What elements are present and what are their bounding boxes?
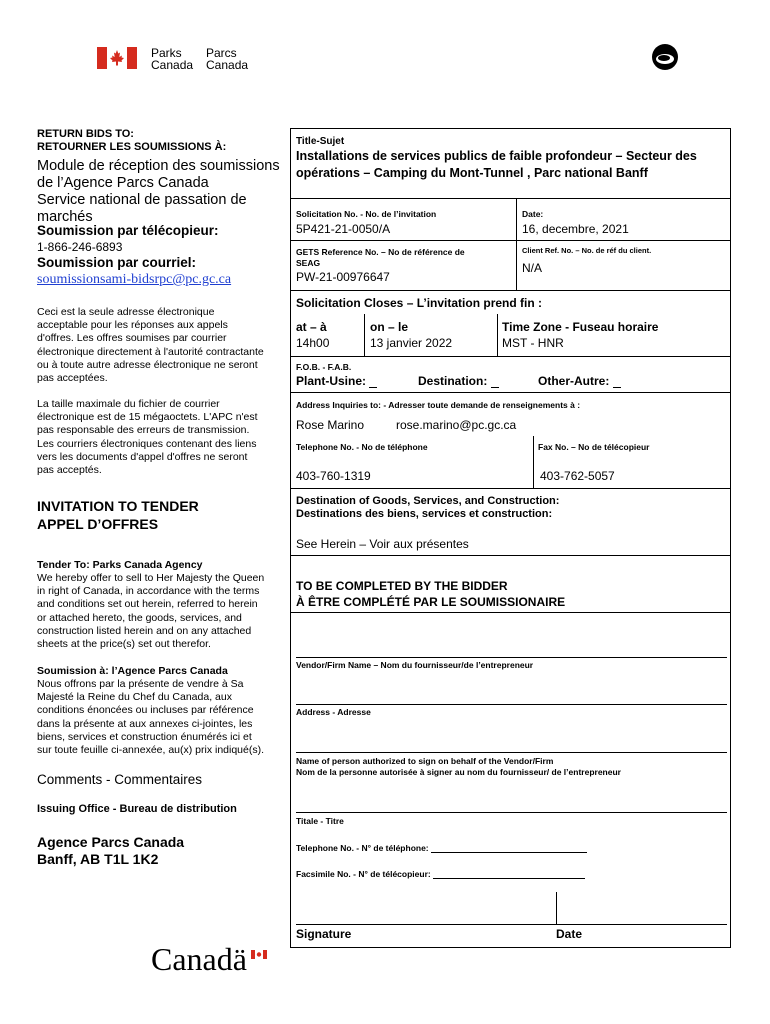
parcs-canada-fr: Parcs Canada	[206, 46, 249, 72]
time-zone-label: Time Zone - Fuseau horaire	[502, 320, 659, 334]
title-label: Title-Sujet	[296, 136, 345, 147]
email-policy-paragraph: Ceci est la seule adresse électronique acceptable pour les réponses aux appels d'offres. Les offres soumises par courrier électronique directement à l'autorité contractante ou à toute autre adresse électronique ne seront pas acceptées.	[37, 306, 264, 385]
module-line-4: marchés	[37, 209, 93, 225]
fob-label: F.O.B. - F.A.B.	[296, 362, 352, 372]
return-bids-fr: RETOURNER LES SOUMISSIONS À:	[37, 141, 227, 153]
tender-paragraph-fr: Nous offrons par la présente de vendre à Sa Majesté la Reine du Chef du Canada, aux conditions énoncées ou incluses par référence dans la présente at aux annexes ci-jointes, les biens, services et construction énumérés ici et sur toute feuille ci-annexée, au(x) prix indiqué(s).	[37, 678, 265, 757]
tender-paragraph-en: We hereby offer to sell to Her Majesty the Queen in right of Canada, in accordance with the terms and conditions set out herein, referred to herein or attached hereto, the goods, services, and construction listed herein and on any attached sheets at the price(s) set out therefor.	[37, 572, 265, 651]
time-zone: MST - HNR	[502, 336, 564, 350]
fax-number: 403-762-5057	[540, 469, 615, 483]
beaver-logo	[650, 42, 680, 72]
closing-date: 13 janvier 2022	[370, 336, 453, 350]
destination-value: See Herein – Voir aux présentes	[296, 537, 469, 551]
tender-title: Installations de services publics de faible profondeur – Secteur des opérations – Camping du Mont-Tunnel , Parc national Banff	[296, 149, 697, 180]
on-label: on – le	[370, 320, 409, 334]
agency-address: Banff, AB T1L 1K2	[37, 851, 159, 867]
invitation-fr: APPEL D’OFFRES	[37, 516, 159, 532]
contact-email[interactable]: rose.marino@pc.gc.ca	[396, 418, 517, 432]
facsimile-field[interactable]: Facsimile No. - N° de télécopieur:	[296, 869, 585, 879]
title-field-label: Titale - Titre	[296, 816, 344, 826]
invitation-en: INVITATION TO TENDER	[37, 498, 199, 514]
agency-name: Agence Parcs Canada	[37, 834, 185, 850]
gets-number: PW-21-00976647	[296, 270, 390, 284]
parks-canada-en: Parks Canada	[151, 46, 194, 72]
vendor-name-label: Vendor/Firm Name – Nom du fournisseur/de l’entrepreneur	[296, 660, 534, 670]
canada-wordmark: Canadä	[151, 941, 247, 977]
file-size-paragraph: La taille maximale du fichier de courrier électronique est de 15 mégaoctets. L'APC n'est pas responsable des erreurs de transmission. Les courriers électroniques contenant des liens vers les documents d'appel d'offres ne seront pas acceptés.	[37, 398, 258, 477]
module-line-1: Module de réception des soumissions	[37, 158, 280, 174]
closing-time: 14h00	[296, 336, 330, 350]
module-line-3: Service national de passation de	[37, 192, 247, 208]
other-autre: Other-Autre:	[538, 374, 621, 388]
signature-label: Signature	[296, 927, 352, 941]
fax-title: Soumission par télécopieur:	[37, 223, 219, 238]
gets-label: GETS Reference No. – No de référence de SEAG	[296, 247, 465, 268]
authorized-person-label: Name of person authorized to sign on behalf of the Vendor/Firm Nom de la personne autorisée à signer au nom du fournisseur/ de l’entrepreneur	[296, 756, 621, 777]
comments-label: Comments - Commentaires	[37, 772, 203, 787]
telephone-label: Telephone No. - No de téléphone	[296, 442, 428, 452]
email-title: Soumission par courriel:	[37, 255, 197, 270]
contact-name: Rose Marino	[296, 418, 365, 432]
tender-to: Tender To: Parks Canada Agency	[37, 559, 203, 571]
client-ref-number: N/A	[522, 261, 543, 275]
address-inquiries-label: Address Inquiries to: - Adresser toute demande de renseignements à :	[296, 400, 581, 410]
date-label: Date:	[522, 209, 544, 219]
title-field[interactable]	[296, 812, 727, 813]
solicitation-number: 5P421-21-0050/A	[296, 222, 391, 236]
module-line-2: de l’Agence Parcs Canada	[37, 175, 209, 191]
plant-usine: Plant-Usine:	[296, 374, 377, 388]
authorized-person-field[interactable]	[296, 752, 727, 753]
date-field-label: Date	[556, 927, 583, 941]
vendor-name-field[interactable]	[296, 657, 727, 658]
solicitation-closes-label: Solicitation Closes – L’invitation prend fin :	[296, 296, 543, 310]
solicitation-label: Solicitation No. - No. de l’invitation	[296, 209, 437, 219]
fax-number-label: Fax No. – No de télécopieur	[538, 442, 650, 452]
bidder-section-title: TO BE COMPLETED BY THE BIDDER À ÊTRE COMPLÉTÉ PAR LE SOUMISSIONAIRE	[296, 579, 566, 609]
wordmark-flag-icon	[251, 946, 267, 955]
address-label: Address - Adresse	[296, 707, 371, 717]
destination-fob: Destination:	[418, 374, 499, 388]
fax-number: 1-866-246-6893	[37, 240, 123, 254]
soumission-a: Soumission à: l’Agence Parcs Canada	[37, 665, 228, 677]
destination-label: Destination of Goods, Services, and Construction: Destinations des biens, services et construction:	[296, 495, 560, 520]
at-label: at – à	[296, 320, 327, 334]
issuing-office-label: Issuing Office - Bureau de distribution	[37, 803, 237, 815]
return-bids-en: RETURN BIDS TO:	[37, 128, 134, 140]
address-field[interactable]	[296, 704, 727, 705]
parks-canada-flag	[97, 47, 137, 69]
issue-date: 16, decembre, 2021	[522, 222, 629, 236]
signature-date-line[interactable]	[296, 924, 727, 925]
client-ref-label: Client Ref. No. – No. de réf du client.	[522, 246, 652, 255]
submission-email-link[interactable]: soumissionsami-bidsrpc@pc.gc.ca	[37, 272, 232, 287]
telephone-number: 403-760-1319	[296, 469, 371, 483]
telephone-field[interactable]: Telephone No. - N° de téléphone:	[296, 843, 587, 853]
